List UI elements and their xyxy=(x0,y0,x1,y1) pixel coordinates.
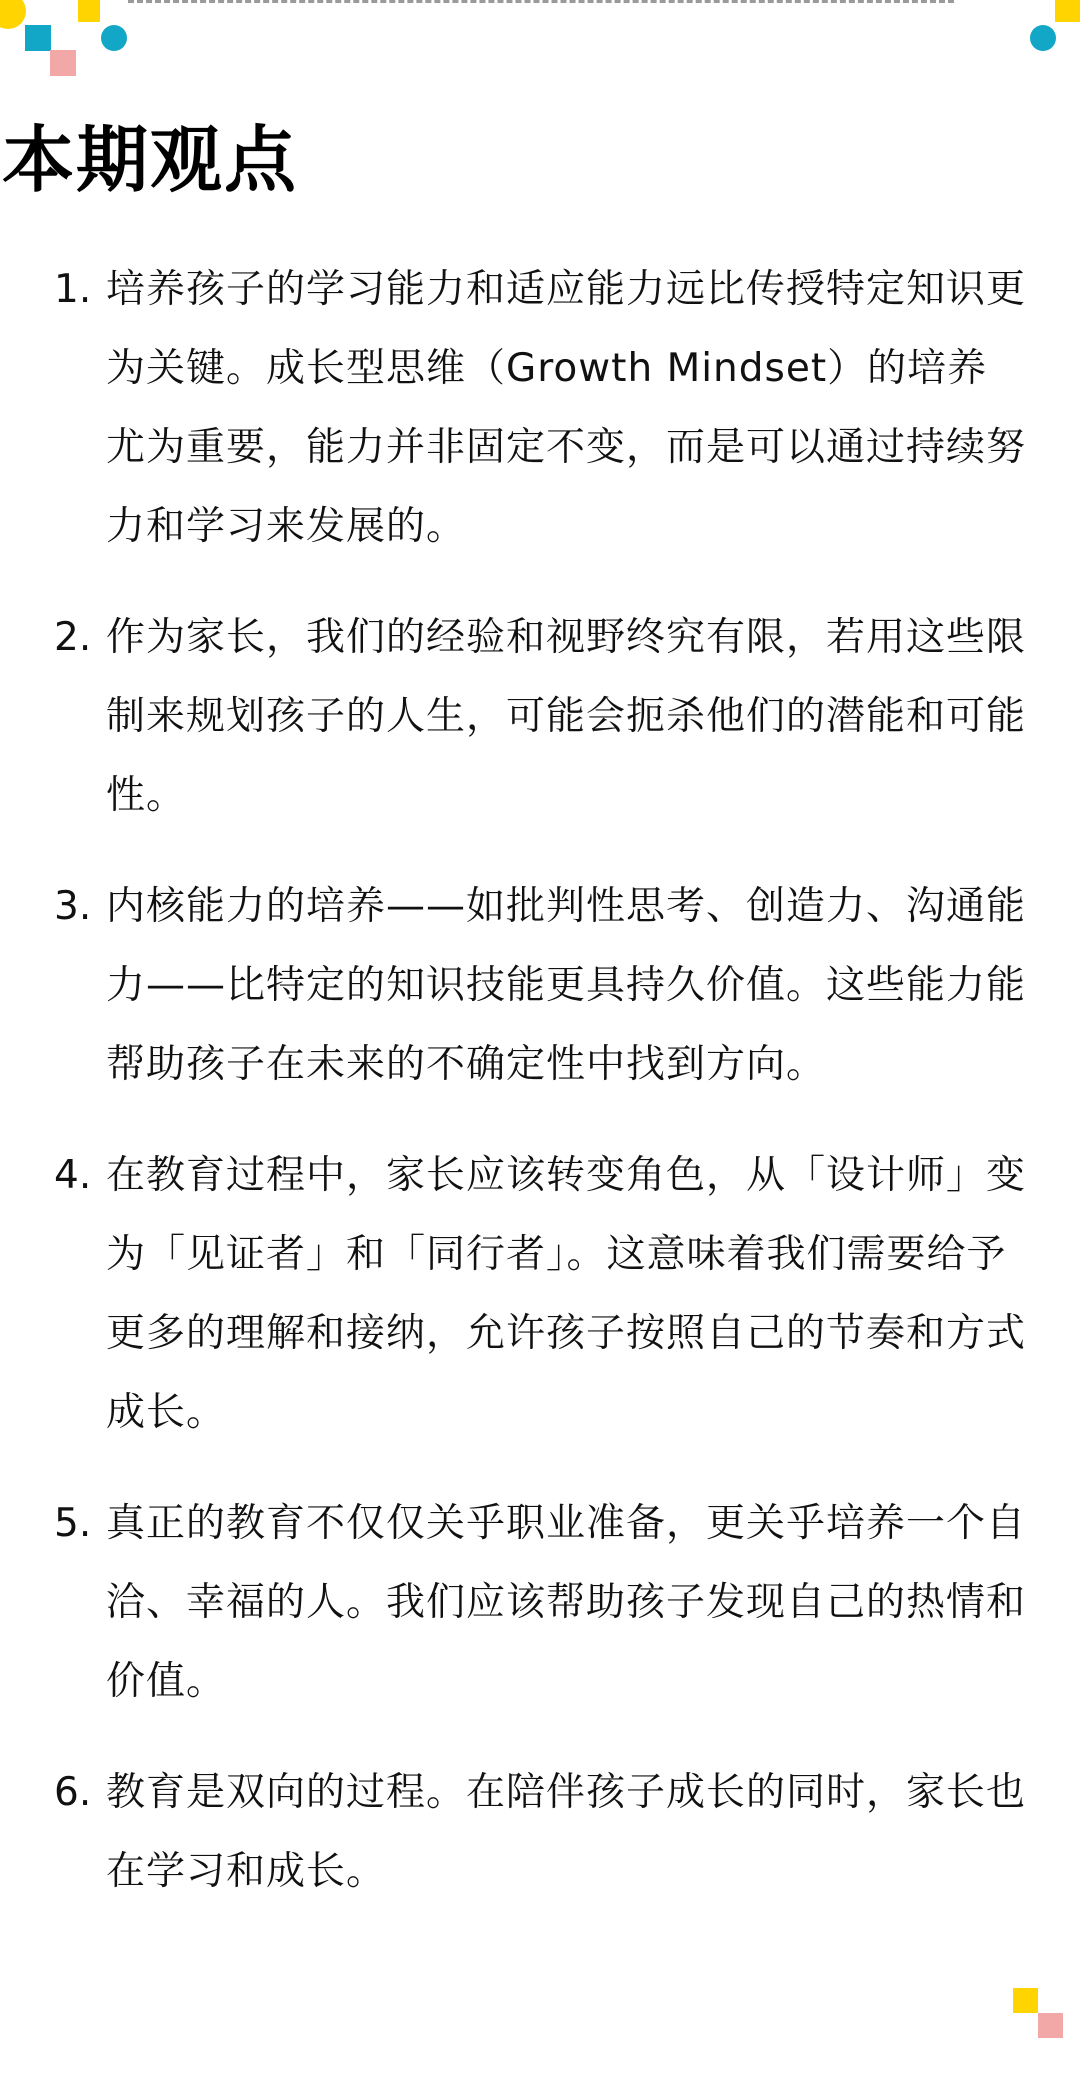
point-number: 2. xyxy=(54,615,92,660)
point-item-1 xyxy=(0,250,1080,566)
point-number: 5. xyxy=(54,1501,92,1546)
point-item-6 xyxy=(0,1753,1080,1911)
point-text: 教育是双向的过程。在陪伴孩子成长的同时，家长也在学习和成长。 xyxy=(106,1770,1027,1894)
point-number: 4. xyxy=(54,1153,92,1198)
decor-yellow-square xyxy=(78,0,100,22)
page-title: 本期观点 xyxy=(2,118,299,202)
decor-yellow-dot xyxy=(0,0,26,29)
point-number: 1. xyxy=(54,267,92,312)
point-item-3 xyxy=(0,867,1080,1104)
point-text: 在教育过程中，家长应该转变角色，从「设计师」变为「见证者」和「同行者」。这意味着我们需要给予更多的理解和接纳，允许孩子按照自己的节奏和方式成长。 xyxy=(106,1153,1027,1435)
point-text: 内核能力的培养——如批判性思考、创造力、沟通能力——比特定的知识技能更具持久价值。这些能力能帮助孩子在未来的不确定性中找到方向。 xyxy=(106,884,1027,1087)
point-item-4 xyxy=(0,1136,1080,1452)
point-text: 培养孩子的学习能力和适应能力远比传授特定知识更为关键。成长型思维（Growth Mindset）的培养尤为重要，能力并非固定不变，而是可以通过持续努力和学习来发展的。 xyxy=(106,267,1027,549)
point-text: 真正的教育不仅仅关乎职业准备，更关乎培养一个自洽、幸福的人。我们应该帮助孩子发现自己的热情和价值。 xyxy=(106,1501,1027,1704)
decor-dashed-line xyxy=(128,0,954,3)
decor-teal-dot-right xyxy=(1030,25,1056,51)
decor-teal-square xyxy=(25,25,51,51)
decor-pink-square xyxy=(50,50,76,76)
points-list xyxy=(0,250,1080,1943)
point-item-5 xyxy=(0,1484,1080,1721)
decor-teal-dot xyxy=(101,25,127,51)
decor-pink-square-bottom xyxy=(1038,2013,1063,2038)
point-number: 3. xyxy=(54,884,92,929)
decor-yellow-square-right xyxy=(1055,0,1080,22)
decor-yellow-square-bottom xyxy=(1013,1988,1038,2013)
point-item-2 xyxy=(0,598,1080,835)
point-text: 作为家长，我们的经验和视野终究有限，若用这些限制来规划孩子的人生，可能会扼杀他们的潜能和可能性。 xyxy=(106,615,1027,818)
point-number: 6. xyxy=(54,1770,92,1815)
